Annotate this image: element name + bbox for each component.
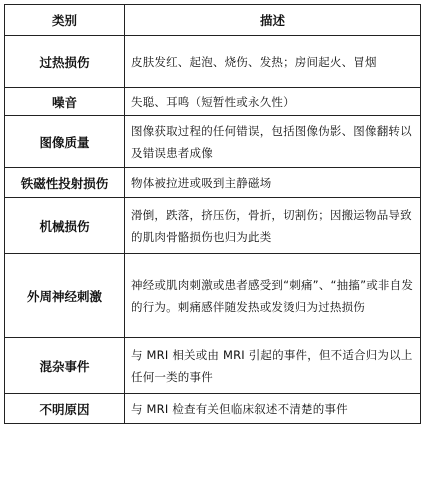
row-description: 物体被拉进或吸到主静磁场	[125, 168, 421, 198]
row-description: 与 MRI 相关或由 MRI 引起的事件，但不适合归为以上任何一类的事件	[125, 338, 421, 394]
row-description: 与 MRI 检查有关但临床叙述不清楚的事件	[125, 394, 421, 424]
row-description: 滑倒，跌落，挤压伤，骨折，切割伤；因搬运物品导致的肌肉骨骼损伤也归为此类	[125, 198, 421, 254]
table-row	[5, 254, 421, 338]
table-row	[5, 36, 421, 88]
row-description: 失聪、耳鸣（短暂性或永久性）	[125, 88, 421, 116]
row-category: 机械损伤	[5, 198, 125, 254]
row-description: 神经或肌肉刺激或患者感受到“刺痛”、“抽搐”或非自发的行为。刺痛感伴随发热或发烫归为过热损伤	[125, 254, 421, 338]
header-description: 描述	[125, 5, 421, 36]
row-category: 噪音	[5, 88, 125, 116]
row-category: 图像质量	[5, 116, 125, 168]
table-header-row	[5, 5, 421, 36]
table-row	[5, 198, 421, 254]
table-row	[5, 88, 421, 116]
table-row	[5, 338, 421, 394]
row-category: 过热损伤	[5, 36, 125, 88]
classification-table	[4, 4, 421, 424]
row-category: 铁磁性投射损伤	[5, 168, 125, 198]
classification-table-container	[4, 4, 420, 424]
table-row	[5, 168, 421, 198]
row-description: 皮肤发红、起泡、烧伤、发热；房间起火、冒烟	[125, 36, 421, 88]
row-description: 图像获取过程的任何错误，包括图像伪影、图像翻转以及错误患者成像	[125, 116, 421, 168]
header-category: 类别	[5, 5, 125, 36]
row-category: 不明原因	[5, 394, 125, 424]
row-category: 混杂事件	[5, 338, 125, 394]
row-category: 外周神经刺激	[5, 254, 125, 338]
table-row	[5, 116, 421, 168]
table-row	[5, 394, 421, 424]
